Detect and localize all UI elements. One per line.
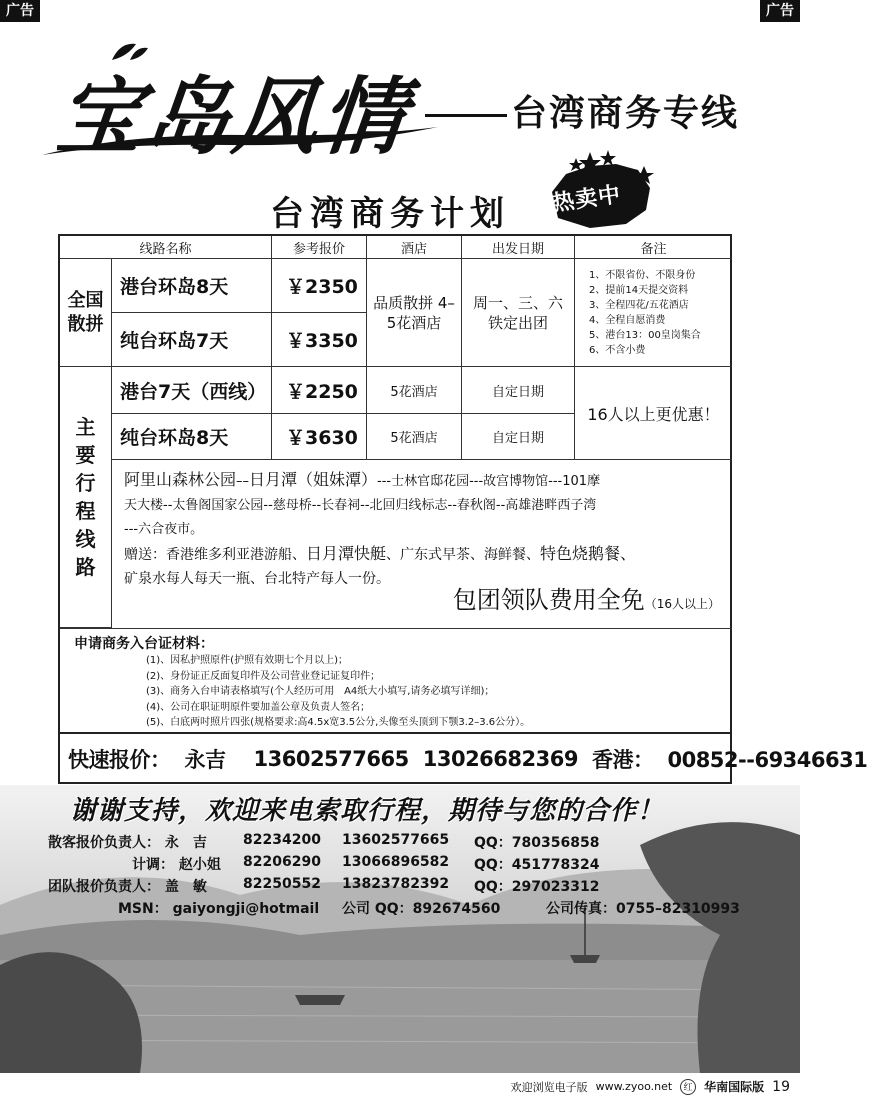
- g1-route-1: 港台环岛8天: [112, 259, 272, 313]
- g1-departure: 周一、三、六铁定出团: [462, 259, 575, 367]
- contact-qq-1: QQ：780356858: [474, 835, 600, 851]
- itinerary-sunmoon: 日月潭（姐妹潭）: [249, 470, 378, 489]
- contact-name-2: 赵小姐: [178, 857, 221, 873]
- gift-mid: 、广东式早茶、海鲜餐、: [386, 547, 541, 563]
- page-footer: [0, 1073, 800, 1100]
- itinerary-dash: ––: [236, 474, 250, 489]
- contact-qq-3: QQ：297023312: [474, 879, 600, 895]
- brand-subtitle: [425, 85, 739, 136]
- gift-em-2: 特色烧鹅餐、: [540, 544, 637, 563]
- contact-role-2: 计调：: [132, 857, 174, 873]
- gift-prefix: 赠送：香港维多利亚港游船、: [124, 547, 306, 563]
- quick-quote: [60, 732, 868, 784]
- contact-msn: [118, 898, 319, 918]
- brand-title: 宝岛风情: [52, 67, 415, 166]
- contact-role-3: 团队报价负责人：: [48, 879, 160, 895]
- quick-quote-phone-1: 13602577665: [253, 747, 409, 771]
- itinerary-line-3: ---六合夜市。: [124, 522, 204, 537]
- g1-price-1: ￥2350: [272, 259, 367, 313]
- documents-title: 申请商务入台证材料：: [74, 636, 214, 652]
- msn-value: gaiyongji@hotmail: [172, 901, 320, 917]
- footer-welcome: 欢迎浏览电子版: [510, 1080, 588, 1094]
- note-item: 4、全程自愿消费: [589, 314, 666, 326]
- contact-name-3: 盖 敏: [164, 879, 207, 895]
- publication-logo-icon: 红: [680, 1079, 696, 1095]
- g2-route-2: 纯台环岛8天: [112, 414, 272, 460]
- company-fax: 公司传真：0755–82310993: [546, 901, 740, 917]
- notes-list: [589, 268, 701, 358]
- note-item: 1、不限省份、不限身份: [589, 269, 696, 281]
- thanks-slogan: 谢谢支持，欢迎来电索取行程，期待与您的合作！: [70, 796, 665, 826]
- itinerary-line-2: 天大楼--太鲁阁国家公园--慈母桥--长春祠--北回归线标志--春秋阁--高雄港畔西子湾: [124, 498, 597, 513]
- itinerary-alishan: 阿里山森林公园: [124, 470, 237, 489]
- g1-route-2: 纯台环岛7天: [112, 313, 272, 367]
- header-price: 参考报价: [272, 236, 367, 259]
- header-hotel: 酒店: [367, 236, 462, 259]
- brand-dash: [425, 114, 507, 117]
- itinerary-line-1-rest: ---士林官邸花园---故宫博物馆---101摩: [377, 474, 601, 489]
- contact-tel-1: 82234200: [243, 832, 321, 848]
- leader-free-text: 包团领队费用全免: [452, 586, 645, 614]
- leader-free-note: （16人以上）: [644, 597, 720, 611]
- quick-quote-hk: 香港： 00852--69346631: [591, 748, 868, 772]
- note-item: 3、全程四花/五花酒店: [589, 299, 689, 311]
- documents-list: [74, 653, 732, 731]
- document-item: (2)、身份证正反面复印件及公司营业登记证复印件；: [146, 670, 381, 682]
- g1-hotel: 品质散拼 4–5花酒店: [367, 259, 462, 367]
- contact-role-1: 散客报价负责人：: [48, 835, 160, 851]
- g2-hotel-1: 5花酒店: [367, 367, 462, 414]
- footer-edition: 华南国际版: [704, 1080, 765, 1094]
- note-item: 6、不含小费: [589, 344, 646, 356]
- gift-line-1: [124, 542, 724, 567]
- contact-qq-2: QQ：451778324: [474, 857, 600, 873]
- ad-tag-right: 广告: [760, 0, 800, 22]
- gift-line-2: 矿泉水每人每天一瓶、台北特产每人一份。: [124, 571, 390, 587]
- quick-quote-label: 快速报价： 永吉: [68, 748, 226, 772]
- quick-quote-phone-2: 13026682369: [422, 747, 578, 771]
- msn-label: MSN：: [118, 901, 168, 917]
- contact-mobile-1: 13602577665: [342, 832, 450, 848]
- g2-price-2: ￥3630: [272, 414, 367, 460]
- lake-scenery-image: [0, 785, 800, 1073]
- g1-price-2: ￥3350: [272, 313, 367, 367]
- contact-name-1: 永 吉: [164, 835, 207, 851]
- brand-subtitle-text: 台湾商务专线: [511, 93, 740, 134]
- contact-row-2: [132, 854, 221, 874]
- group1-label: 全国散拼: [60, 259, 112, 367]
- g2-hotel-2: 5花酒店: [367, 414, 462, 460]
- gift-em-1: 日月潭快艇: [306, 544, 387, 563]
- g2-departure-1: 自定日期: [462, 367, 575, 414]
- itinerary-block: [112, 460, 732, 628]
- company-qq: 公司 QQ：892674560: [342, 901, 501, 917]
- ad-tag-left: 广告: [0, 0, 40, 22]
- contact-mobile-3: 13823782392: [342, 876, 450, 892]
- g2-price-1: ￥2250: [272, 367, 367, 414]
- contact-tel-3: 82250552: [243, 876, 321, 892]
- document-item: (1)、因私护照原件(护照有效期七个月以上)；: [146, 655, 348, 666]
- contact-tel-2: 82206290: [243, 854, 321, 870]
- contact-row-1: [48, 832, 207, 852]
- g1-notes: [575, 259, 732, 367]
- contact-row-3: [48, 876, 207, 896]
- header-notes: 备注: [575, 236, 732, 259]
- document-item: (5)、白底两吋照片四张(规格要求:高4.5x宽3.5公分,头像至头顶到下颚3.2–3.6公分）。: [146, 717, 531, 728]
- document-item: (3)、商务入台申请表格填写(个人经历可用 A4纸大小填写,请务必填写详细)；: [146, 686, 495, 697]
- document-item: (4)、公司在职证明原件要加盖公章及负责人签名；: [146, 701, 371, 713]
- main-box: [58, 234, 868, 784]
- contact-mobile-2: 13066896582: [342, 854, 450, 870]
- leader-free-offer: [453, 588, 720, 616]
- g2-departure-2: 自定日期: [462, 414, 575, 460]
- note-item: 2、提前14天提交资料: [589, 284, 689, 296]
- header-route: 线路名称: [60, 236, 272, 259]
- header-departure: 出发日期: [462, 236, 575, 259]
- plan-title: 台湾商务计划: [270, 194, 510, 234]
- documents-section: [60, 628, 732, 732]
- note-item: 5、港台13：00皇岗集合: [589, 329, 701, 341]
- group2-label: 主要行程线路: [60, 367, 112, 628]
- page-number: 19: [772, 1078, 790, 1095]
- itinerary-line-1: [124, 468, 724, 494]
- hot-sale-text: 热卖中: [550, 182, 623, 217]
- footer-site-link[interactable]: www.zyoo.net: [595, 1080, 673, 1093]
- g2-route-1: 港台7天（西线）: [112, 367, 272, 414]
- g2-offer: 16人以上更优惠！: [575, 367, 732, 460]
